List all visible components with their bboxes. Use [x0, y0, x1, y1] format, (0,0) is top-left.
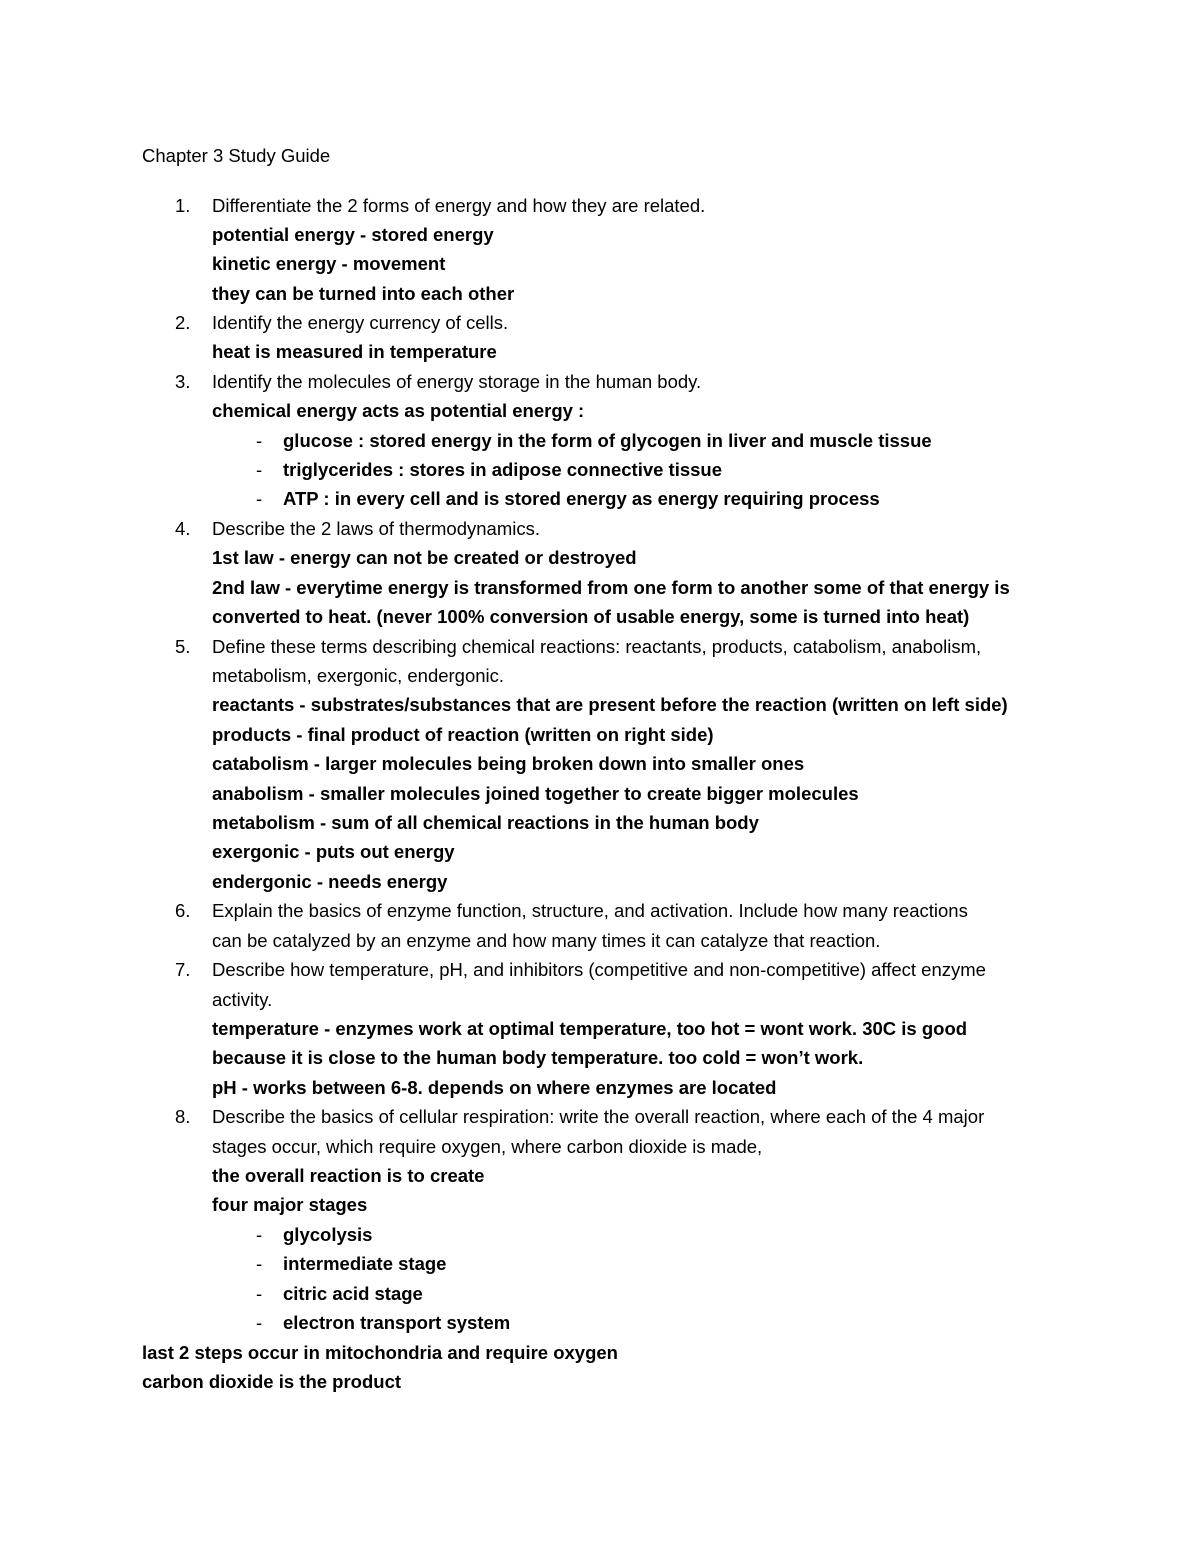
- trailing-line: carbon dioxide is the product: [142, 1371, 402, 1392]
- bullet-item: electron transport system: [283, 1312, 511, 1333]
- bullet-item: ATP : in every cell and is stored energy as energy requiring process: [283, 488, 880, 509]
- question-number: 3.: [175, 371, 191, 392]
- answer-line: products - final product of reaction (written on right side): [212, 724, 714, 745]
- question-text: activity.: [212, 989, 273, 1010]
- question-text: stages occur, which require oxygen, where carbon dioxide is made,: [212, 1136, 763, 1157]
- answer-line: because it is close to the human body temperature. too cold = won’t work.: [212, 1047, 864, 1068]
- answer-line: converted to heat. (never 100% conversion of usable energy, some is turned into heat): [212, 606, 970, 627]
- question-text: Describe the 2 laws of thermodynamics.: [212, 518, 540, 539]
- answer-line: chemical energy acts as potential energy :: [212, 400, 585, 421]
- answer-line: the overall reaction is to create: [212, 1165, 485, 1186]
- answer-line: reactants - substrates/substances that are present before the reaction (written on left side): [212, 694, 1008, 715]
- answer-line: endergonic - needs energy: [212, 871, 448, 892]
- question-text: Explain the basics of enzyme function, structure, and activation. Include how many reactions: [212, 900, 968, 921]
- bullet-item: triglycerides : stores in adipose connective tissue: [283, 459, 723, 480]
- bullet-dash: -: [256, 459, 263, 480]
- answer-line: anabolism - smaller molecules joined together to create bigger molecules: [212, 783, 859, 804]
- question-text: can be catalyzed by an enzyme and how many times it can catalyze that reaction.: [212, 930, 881, 951]
- question-number: 6.: [175, 900, 191, 921]
- answer-line: metabolism - sum of all chemical reactions in the human body: [212, 812, 759, 833]
- question-number: 7.: [175, 959, 191, 980]
- question-text: Describe how temperature, pH, and inhibitors (competitive and non-competitive) affect enzyme: [212, 959, 986, 980]
- question-number: 2.: [175, 312, 191, 333]
- trailing-line: last 2 steps occur in mitochondria and require oxygen: [142, 1342, 618, 1363]
- question-text: Describe the basics of cellular respiration: write the overall reaction, where each of the 4 major: [212, 1106, 985, 1127]
- bullet-dash: -: [256, 1312, 263, 1333]
- document-title: Chapter 3 Study Guide: [142, 145, 331, 166]
- bullet-item: glycolysis: [283, 1224, 373, 1245]
- bullet-dash: -: [256, 1283, 263, 1304]
- answer-line: 1st law - energy can not be created or destroyed: [212, 547, 637, 568]
- answer-line: heat is measured in temperature: [212, 341, 497, 362]
- answer-line: exergonic - puts out energy: [212, 841, 455, 862]
- question-number: 5.: [175, 636, 191, 657]
- answer-line: potential energy - stored energy: [212, 224, 494, 245]
- answer-line: kinetic energy - movement: [212, 253, 446, 274]
- question-text: metabolism, exergonic, endergonic.: [212, 665, 505, 686]
- answer-line: they can be turned into each other: [212, 283, 515, 304]
- question-number: 1.: [175, 195, 191, 216]
- question-text: Identify the molecules of energy storage in the human body.: [212, 371, 702, 392]
- question-text: Differentiate the 2 forms of energy and how they are related.: [212, 195, 706, 216]
- answer-line: 2nd law - everytime energy is transformed from one form to another some of that energy is: [212, 577, 1010, 598]
- answer-line: catabolism - larger molecules being broken down into smaller ones: [212, 753, 805, 774]
- answer-line: four major stages: [212, 1194, 368, 1215]
- question-text: Identify the energy currency of cells.: [212, 312, 509, 333]
- bullet-dash: -: [256, 1224, 263, 1245]
- question-number: 4.: [175, 518, 191, 539]
- bullet-dash: -: [256, 1253, 263, 1274]
- answer-line: pH - works between 6-8. depends on where enzymes are located: [212, 1077, 777, 1098]
- question-number: 8.: [175, 1106, 191, 1127]
- bullet-item: intermediate stage: [283, 1253, 447, 1274]
- bullet-item: glucose : stored energy in the form of glycogen in liver and muscle tissue: [283, 430, 932, 451]
- bullet-dash: -: [256, 488, 263, 509]
- bullet-item: citric acid stage: [283, 1283, 423, 1304]
- answer-line: temperature - enzymes work at optimal temperature, too hot = wont work. 30C is good: [212, 1018, 968, 1039]
- question-text: Define these terms describing chemical reactions: reactants, products, catabolism, anabolism,: [212, 636, 982, 657]
- bullet-dash: -: [256, 430, 263, 451]
